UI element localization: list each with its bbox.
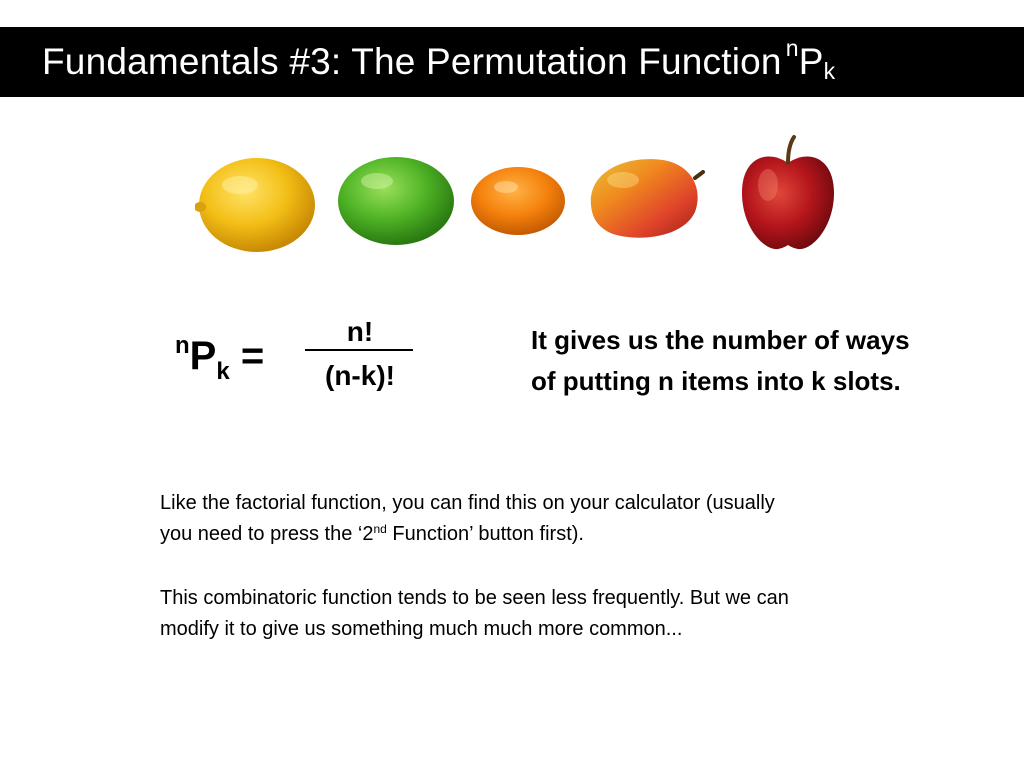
lemon-image	[195, 150, 320, 255]
apple-image	[738, 135, 838, 255]
description-line-2: of putting n items into k slots.	[531, 366, 901, 396]
formula-equals: =	[229, 334, 265, 378]
paragraph-2-line-1: This combinatoric function tends to be seen less frequently. But we can	[160, 587, 789, 609]
mango-image	[583, 150, 708, 245]
formula-numerator: n!	[346, 316, 374, 347]
slide-title	[0, 27, 1024, 97]
slide-title-text: Fundamentals #3: The Permutation Function	[42, 41, 782, 82]
paragraph-1-line-2-start: you need to press the ‘2	[160, 523, 374, 545]
paragraph-1-line-2	[160, 519, 920, 552]
slide-title-superscript: n	[785, 34, 799, 61]
orange-image	[468, 163, 568, 238]
paragraph-gap	[160, 552, 920, 583]
body-text	[160, 488, 920, 645]
formula-lhs	[175, 332, 265, 385]
paragraph-1-line-1: Like the factorial function, you can find this on your calculator (usually	[160, 492, 775, 514]
description-line-1: It gives us the number of ways	[531, 325, 910, 355]
formula-superscript-n: n	[175, 332, 190, 359]
paragraph-1-line-2-end: Function’ button first).	[386, 523, 584, 545]
formula-description	[531, 320, 991, 402]
paragraph-2-line-2: modify it to give us something much much more common...	[160, 618, 683, 640]
lime-image	[335, 153, 457, 248]
permutation-formula	[175, 316, 435, 406]
paragraph-1-ordinal-superscript: nd	[373, 522, 387, 536]
formula-p: P	[189, 334, 217, 378]
slide-title-p: P	[798, 41, 824, 82]
formula-denominator: (n-k)!	[325, 360, 395, 391]
formula-subscript-k: k	[216, 358, 230, 385]
slide-title-subscript: k	[823, 57, 836, 84]
fraction-bar	[305, 349, 413, 351]
fruit-images	[180, 125, 860, 275]
